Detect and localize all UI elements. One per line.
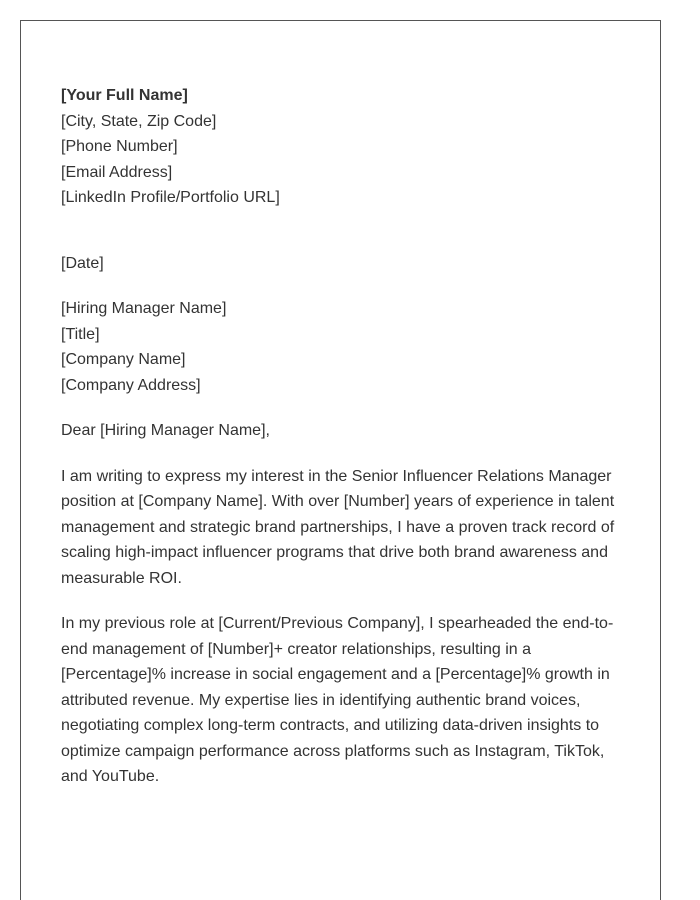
sender-city-state-zip: [City, State, Zip Code] [61,112,217,130]
sender-phone: [Phone Number] [61,138,178,155]
body-paragraph-2: In my previous role at [Current/Previous Company], I spearheaded the end-to-end management of [Number]+ creator relationships, resulting in a [Percentage]% increase in social engagement and a [Percentage]% growth in attributed revenue. My expertise lies in identifying authentic brand voices, negotiating complex long-term contracts, and utilizing data-driven insights to optimize campaign performance across platforms such as Instagram, TikTok, and YouTube. [61,615,614,785]
document-page [20,20,661,900]
sender-email: [Email Address] [61,163,173,181]
cover-letter-content [61,83,621,790]
recipient-title: [Title] [61,325,100,343]
letter-date: [Date] [61,254,104,272]
recipient-block [61,296,621,398]
recipient-name: [Hiring Manager Name] [61,300,227,317]
recipient-address: [Company Address] [61,376,201,394]
sender-linkedin: [LinkedIn Profile/Portfolio URL] [61,189,280,206]
salutation: Dear [Hiring Manager Name], [61,422,270,439]
body-paragraph-1: I am writing to express my interest in the Senior Influencer Relations Manager position at [Company Name]. With over [Number] years of experience in talent management and strategic brand partnerships, I have a proven track record of scaling high-impact influencer programs that drive both brand awareness and measurable ROI. [61,467,615,587]
recipient-company: [Company Name] [61,351,186,368]
sender-full-name: [Your Full Name] [61,87,188,104]
date-block [61,251,621,277]
sender-contact-block [61,83,621,211]
